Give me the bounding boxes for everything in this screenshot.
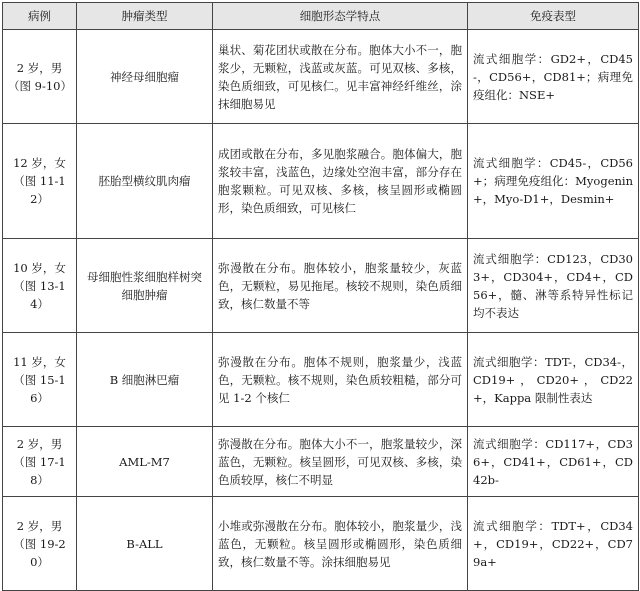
case-table bbox=[2, 2, 639, 591]
case-patient: 12 岁，女 bbox=[13, 156, 66, 170]
morphology-cell: 巢状、菊花团状或散在分布。胞体大小不一，胞浆少，无颗粒，浅蓝或灰蓝。可见双核、多核，染色质细致，可见核仁。见丰富神经纤维丝，涂抹细胞易见 bbox=[213, 30, 468, 124]
table-row bbox=[3, 239, 639, 333]
case-patient: 11 岁，女 bbox=[13, 354, 66, 369]
tumor-type-cell: AML-M7 bbox=[77, 427, 213, 497]
case-figure-ref: （图 9-10） bbox=[8, 78, 72, 93]
table-row bbox=[3, 124, 639, 239]
case-cell bbox=[3, 30, 77, 124]
case-patient: 2 岁，男 bbox=[16, 436, 63, 451]
case-figure-ref: （图 11-12） bbox=[13, 174, 66, 206]
case-cell bbox=[3, 239, 77, 333]
header-tumor-type: 肿瘤类型 bbox=[77, 3, 213, 30]
case-figure-ref: （图 19-20） bbox=[13, 536, 66, 569]
case-cell bbox=[3, 124, 77, 239]
case-cell bbox=[3, 333, 77, 427]
tumor-type-cell: B 细胞淋巴瘤 bbox=[77, 333, 213, 427]
tumor-type-cell: B-ALL bbox=[77, 497, 213, 591]
morphology-cell: 弥漫散在分布。胞体不规则，胞浆量少，浅蓝色，无颗粒。核不规则，染色质较粗糙，部分可见 1-2 个核仁 bbox=[213, 333, 468, 427]
header-morphology: 细胞形态学特点 bbox=[213, 3, 468, 30]
case-cell bbox=[3, 497, 77, 591]
immunophenotype-cell: 流式细胞学：GD2+，CD45-，CD56+，CD81+；病理免疫组化：NSE+ bbox=[468, 30, 639, 124]
case-figure-ref: （图 13-14） bbox=[13, 278, 66, 311]
header-case: 病例 bbox=[3, 3, 77, 30]
table-row bbox=[3, 333, 639, 427]
morphology-cell: 弥漫散在分布。胞体较小，胞浆量较少，灰蓝色，无颗粒，易见拖尾。核较不规则，染色质细致，核仁数量不等 bbox=[213, 239, 468, 333]
tumor-type-cell: 神经母细胞瘤 bbox=[77, 30, 213, 124]
case-figure-ref: （图 15-16） bbox=[13, 372, 66, 405]
immunophenotype-cell: 流式细胞学：CD123，CD303+，CD304+，CD4+，CD56+，髓、淋等系特异性标记均不表达 bbox=[468, 239, 639, 333]
immunophenotype-cell: 流式细胞学：CD117+，CD36+，CD41+，CD61+，CD42b- bbox=[468, 427, 639, 497]
case-figure-ref: （图 17-18） bbox=[13, 454, 66, 487]
tumor-type-cell: 胚胎型横纹肌肉瘤 bbox=[77, 124, 213, 239]
tumor-type-cell: 母细胞性浆细胞样树突细胞肿瘤 bbox=[77, 239, 213, 333]
immunophenotype-cell: 流式细胞学：TDT+，CD34+，CD19+，CD22+，CD79a+ bbox=[468, 497, 639, 591]
morphology-cell: 小堆或弥漫散在分布。胞体较小，胞浆量少，浅蓝色，无颗粒。核呈圆形或椭圆形，染色质细致，核仁数量不等。涂抹细胞易见 bbox=[213, 497, 468, 591]
immunophenotype-cell: 流式细胞学：TDT-，CD34-，CD19+，CD20+，CD22+，Kappa 限制性表达 bbox=[468, 333, 639, 427]
header-immunophenotype: 免疫表型 bbox=[468, 3, 639, 30]
table-row bbox=[3, 30, 639, 124]
morphology-cell: 弥漫散在分布。胞体大小不一，胞浆量较少，深蓝色，无颗粒。核呈圆形，可见双核、多核，染色质较厚，核仁不明显 bbox=[213, 427, 468, 497]
morphology-cell: 成团或散在分布，多见胞浆融合。胞体偏大，胞浆较丰富，浅蓝色，边缘处空泡丰富，部分存在胞浆颗粒。可见双核、多核，核呈圆形或椭圆形，染色质细致，可见核仁 bbox=[213, 124, 468, 239]
header-row bbox=[3, 3, 639, 30]
case-patient: 10 岁，女 bbox=[13, 260, 66, 275]
table-row bbox=[3, 427, 639, 497]
case-patient: 2 岁，男 bbox=[16, 60, 63, 75]
table-row bbox=[3, 497, 639, 591]
case-patient: 2 岁，男 bbox=[16, 518, 63, 533]
case-cell bbox=[3, 427, 77, 497]
immunophenotype-cell: 流式细胞学：CD45-，CD56+；病理免疫组化：Myogenin+，Myo-D1+，Desmin+ bbox=[468, 124, 639, 239]
